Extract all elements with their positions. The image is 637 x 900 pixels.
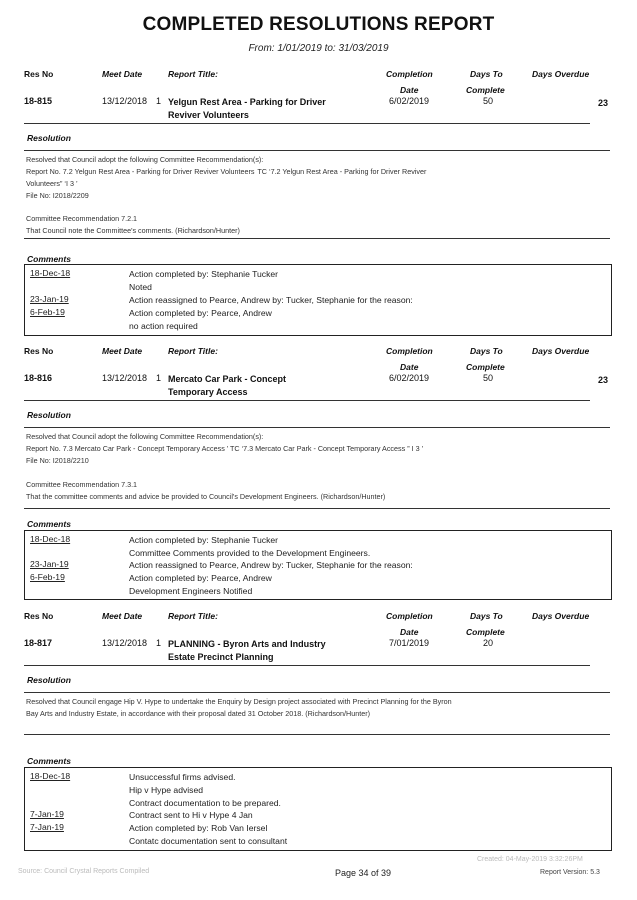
resolution-text: File No: I2018/2209 [26, 191, 89, 200]
resolution-text: That Council note the Committee's comments. (Richardson/Hunter) [26, 226, 240, 235]
resolution-text: Resolved that Council engage Hip V. Hype to undertake the Enquiry by Design project associated with Precinct Planning for the Byron [26, 697, 452, 706]
completion-date: 6/02/2019 [389, 96, 430, 106]
divider [24, 508, 610, 509]
resolution-text: Resolved that Council adopt the following Committee Recommendation(s): [26, 432, 264, 441]
comment-text: Action completed by: Stephanie Tucker [129, 535, 279, 545]
comment-text: Action completed by: Stephanie Tucker [129, 269, 279, 279]
report-version: Report Version: 5.3 [540, 869, 600, 876]
comments-heading: Comments [27, 756, 71, 766]
comment-date: 18-Dec-18 [30, 534, 71, 544]
col-completion-date: Date [400, 627, 419, 637]
col-completion: Completion [386, 69, 433, 79]
col-days-overdue: Days Overdue [532, 611, 590, 621]
footer-created: Created: 04-May-2019 3:32:26PM [477, 856, 583, 863]
res-no: 18-815 [24, 96, 53, 106]
col-days-to: Days To [470, 611, 503, 621]
comment-date: 18-Dec-18 [30, 771, 71, 781]
divider [24, 400, 590, 401]
col-days-to-complete: Complete [466, 627, 505, 637]
comment-text: Contract documentation to be prepared. [129, 798, 281, 808]
col-meet-date: Meet Date [102, 346, 143, 356]
col-days-to: Days To [470, 346, 503, 356]
footer-source: Source: Council Crystal Reports Compiled [18, 868, 150, 875]
col-res-no: Res No [24, 611, 54, 621]
page-number: Page 34 of 39 [335, 868, 392, 878]
comment-date: 6-Feb-19 [30, 307, 65, 317]
resolution-text: That the committee comments and advice be provided to Council's Development Engineers. (Richardson/Hunter) [26, 492, 386, 501]
comment-text: Action completed by: Rob Van Iersel [129, 823, 268, 833]
col-report-title: Report Title: [168, 69, 218, 79]
col-days-overdue: Days Overdue [532, 69, 590, 79]
col-completion: Completion [386, 611, 433, 621]
comment-text: Development Engineers Notified [129, 586, 253, 596]
comment-date: 18-Dec-18 [30, 268, 71, 278]
divider [24, 734, 610, 735]
res-no: 18-817 [24, 638, 53, 648]
resolution-text: Volunteers” ‘I 3 ’ [26, 179, 78, 188]
comments-box [24, 767, 612, 851]
comment-text: Action reassigned to Pearce, Andrew by: Tucker, Stephanie for the reason: [129, 560, 413, 570]
col-days-to: Days To [470, 69, 503, 79]
resolution-text: Committee Recommendation 7.3.1 [26, 480, 138, 489]
resolution-text: Report No. 7.2 Yelgun Rest Area - Parking for Driver Reviver Volunteers TC ‘7.2 Yelgun Rest Area - Parking for Driver Reviver [26, 167, 427, 176]
res-title-line1: PLANNING - Byron Arts and Industry [168, 639, 326, 649]
col-res-no: Res No [24, 346, 54, 356]
comment-text: Action completed by: Pearce, Andrew [129, 308, 272, 318]
comment-text: no action required [129, 321, 198, 331]
comment-text: Noted [129, 282, 152, 292]
col-report-title: Report Title: [168, 611, 218, 621]
comment-text: Hip v Hype advised [129, 785, 204, 795]
divider [24, 427, 610, 428]
comment-text: Action completed by: Pearce, Andrew [129, 573, 272, 583]
col-meet-date: Meet Date [102, 611, 143, 621]
res-title-line1: Yelgun Rest Area - Parking for Driver [168, 97, 326, 107]
comments-heading: Comments [27, 519, 71, 529]
res-title-line1: Mercato Car Park - Concept [168, 374, 287, 384]
col-report-title: Report Title: [168, 346, 218, 356]
divider [24, 150, 610, 151]
resolution-text: Report No. 7.3 Mercato Car Park - Concept Temporary Access ’ TC ‘7.3 Mercato Car Park - Concept Temporary Access ” I 3 ’ [26, 444, 424, 453]
comment-date: 23-Jan-19 [30, 294, 69, 304]
comment-text: Contract sent to Hi v Hype 4 Jan [129, 810, 253, 820]
completion-date: 6/02/2019 [389, 373, 430, 383]
comments-heading: Comments [27, 254, 71, 264]
meet-date: 13/12/2018 [102, 638, 148, 648]
meet-date: 13/12/2018 [102, 96, 148, 106]
col-days-overdue: Days Overdue [532, 346, 590, 356]
res-title-line2: Reviver Volunteers [168, 110, 249, 120]
divider [24, 692, 610, 693]
days-to-complete: 20 [483, 638, 494, 648]
comment-date: 6-Feb-19 [30, 572, 65, 582]
item-no: 1 [156, 373, 162, 383]
resolution-text: Resolved that Council adopt the following Committee Recommendation(s): [26, 155, 264, 164]
divider [24, 665, 590, 666]
comment-text: Contatc documentation sent to consultant [129, 836, 288, 846]
days-to-complete: 50 [483, 373, 494, 383]
res-no: 18-816 [24, 373, 53, 383]
col-res-no: Res No [24, 69, 54, 79]
date-range: From: 1/01/2019 to: 31/03/2019 [248, 43, 389, 54]
comment-date: 23-Jan-19 [30, 559, 69, 569]
res-title-line2: Temporary Access [168, 387, 248, 397]
resolution-text: File No: I2018/2210 [26, 456, 89, 465]
col-completion-date: Date [400, 362, 419, 372]
days-to-complete: 50 [483, 96, 494, 106]
resolution-heading: Resolution [27, 410, 71, 420]
report-title: COMPLETED RESOLUTIONS REPORT [142, 14, 495, 35]
resolution-heading: Resolution [27, 675, 71, 685]
col-completion: Completion [386, 346, 433, 356]
comment-date: 7-Jan-19 [30, 809, 64, 819]
divider [24, 238, 610, 239]
col-completion-date: Date [400, 85, 419, 95]
resolution-text: Bay Arts and Industry Estate, in accordance with their proposal dated 31 October 2018. (Richardson/Hunter) [26, 709, 370, 718]
col-meet-date: Meet Date [102, 69, 143, 79]
comment-date: 7-Jan-19 [30, 822, 64, 832]
resolution-heading: Resolution [27, 133, 71, 143]
days-overdue: 23 [598, 98, 609, 108]
meet-date: 13/12/2018 [102, 373, 148, 383]
col-days-to-complete: Complete [466, 85, 505, 95]
item-no: 1 [156, 638, 162, 648]
col-days-to-complete: Complete [466, 362, 505, 372]
comment-text: Unsuccessful firms advised. [129, 772, 236, 782]
divider [24, 123, 590, 124]
completion-date: 7/01/2019 [389, 638, 430, 648]
res-title-line2: Estate Precinct Planning [168, 652, 274, 662]
resolution-text: Committee Recommendation 7.2.1 [26, 214, 138, 223]
comment-text: Action reassigned to Pearce, Andrew by: Tucker, Stephanie for the reason: [129, 295, 413, 305]
days-overdue: 23 [598, 375, 609, 385]
comment-text: Committee Comments provided to the Development Engineers. [129, 548, 371, 558]
item-no: 1 [156, 96, 162, 106]
